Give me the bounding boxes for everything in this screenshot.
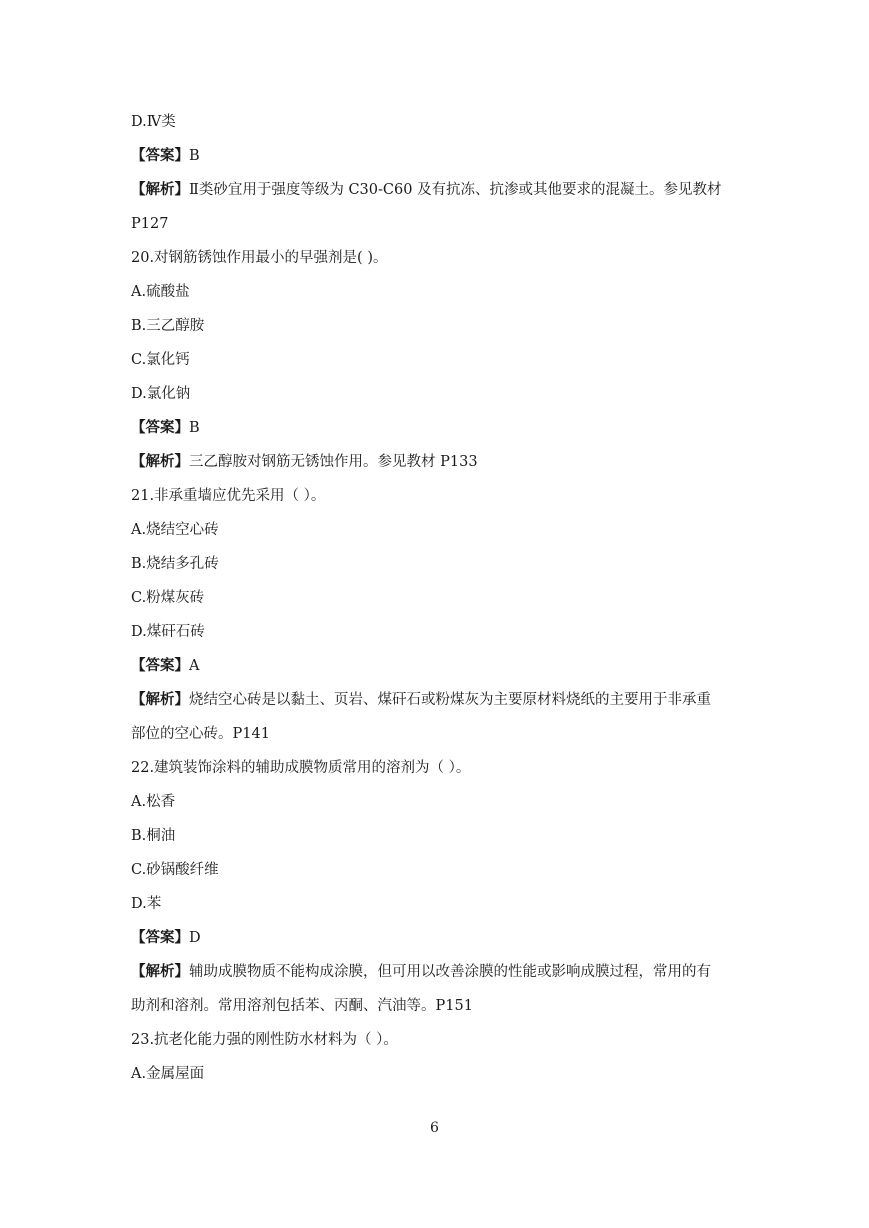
analysis-q21-cont: 部位的空心砖。P141 [131,726,270,742]
answer-tag: 【答案】 [131,148,189,164]
option-c-q22: C.砂锅酸纤维 [131,862,219,878]
analysis-q20 [131,452,751,472]
answer-tag: 【答案】 [131,930,189,946]
analysis-tag: 【解析】 [131,182,189,198]
option-c-q20: C.氯化钙 [131,352,190,368]
analysis-q21 [131,690,751,710]
question-22: 22.建筑装饰涂料的辅助成膜物质常用的溶剂为（ ）。 [131,760,471,776]
option-d-q19: D.Ⅳ类 [131,114,176,130]
answer-tag: 【答案】 [131,420,189,436]
answer-q20 [131,418,751,438]
option-d-q20: D.氯化钠 [131,386,191,402]
answer-tag: 【答案】 [131,658,189,674]
question-23: 23.抗老化能力强的刚性防水材料为（ ）。 [131,1032,398,1048]
answer-value: D [189,930,201,946]
answer-q21 [131,656,751,676]
option-b-q22: B.桐油 [131,828,176,844]
option-a-q23: A.金属屋面 [131,1066,205,1082]
option-d-q21: D.煤矸石砖 [131,624,205,640]
analysis-text: 三乙醇胺对钢筋无锈蚀作用。参见教材 P133 [189,454,478,470]
option-c-q21: C.粉煤灰砖 [131,590,205,606]
page-number: 6 [430,1120,439,1136]
analysis-q22-cont: 助剂和溶剂。常用溶剂包括苯、丙酮、汽油等。P151 [131,998,473,1014]
option-b-q20: B.三乙醇胺 [131,318,205,334]
analysis-text: 烧结空心砖是以黏土、页岩、煤矸石或粉煤灰为主要原材料烧纸的主要用于非承重 [189,692,711,708]
analysis-tag: 【解析】 [131,964,189,980]
answer-value: B [189,420,200,436]
answer-value: A [189,658,200,674]
answer-value: B [189,148,200,164]
analysis-q22 [131,962,751,982]
option-a-q21: A.烧结空心砖 [131,522,219,538]
question-21: 21.非承重墙应优先采用（ ）。 [131,488,326,504]
option-a-q20: A.硫酸盐 [131,284,190,300]
analysis-text: Ⅱ类砂宜用于强度等级为 C30-C60 及有抗冻、抗渗或其他要求的混凝土。参见教材 [189,182,722,198]
analysis-tag: 【解析】 [131,692,189,708]
analysis-q19-cont: P127 [131,216,169,232]
question-20: 20.对钢筋锈蚀作用最小的早强剂是( )。 [131,250,388,266]
option-a-q22: A.松香 [131,794,176,810]
option-d-q22: D.苯 [131,896,162,912]
analysis-q19 [131,180,751,200]
analysis-text: 辅助成膜物质不能构成涂膜，但可用以改善涂膜的性能或影响成膜过程，常用的有 [189,964,711,980]
answer-q19 [131,146,751,166]
analysis-tag: 【解析】 [131,454,189,470]
answer-q22 [131,928,751,948]
option-b-q21: B.烧结多孔砖 [131,556,219,572]
